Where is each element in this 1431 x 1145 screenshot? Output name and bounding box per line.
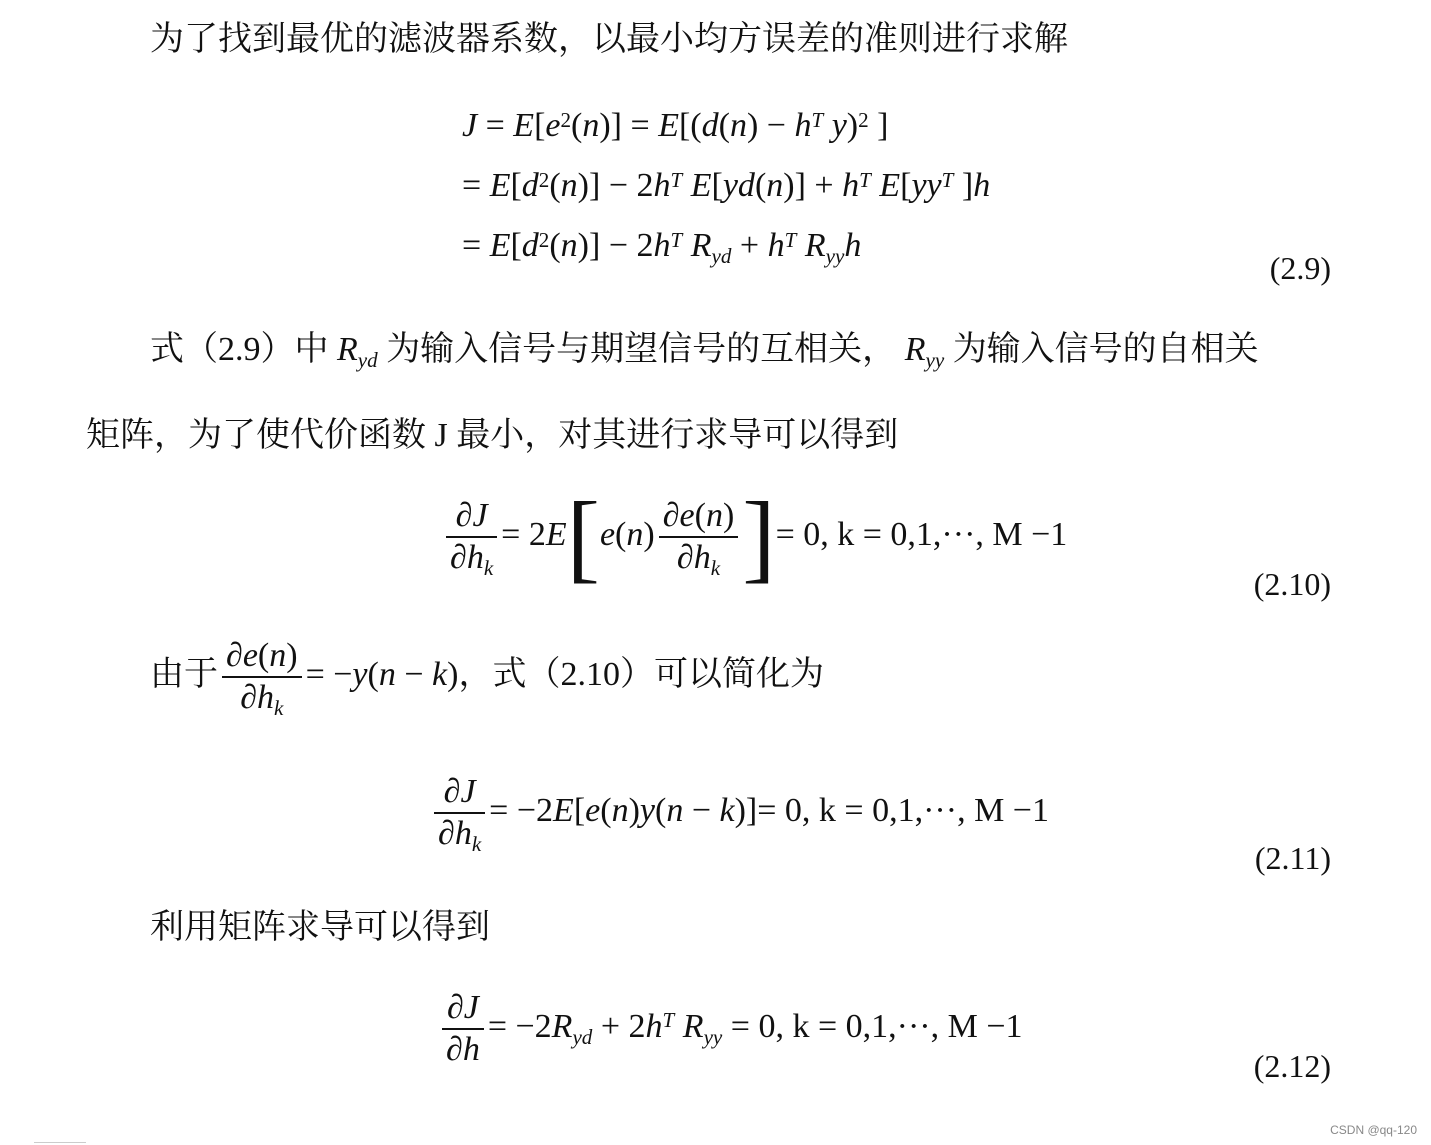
equation-2-11: $\frac{\partial J}{\partial h_k}$ = −2E[e(n)y(n − k)]= 0, k = 0,1,···, M −1 (430, 772, 1049, 854)
watermark: CSDN @qq-120 (1330, 1123, 1417, 1137)
paragraph-intro: 为了找到最优的滤波器系数，以最小均方误差的准则进行求解 (150, 21, 1068, 58)
paragraph-simplify: 由于 $\frac{\partial e(n)}{\partial h_k}$ = −y(n − k)，式（2.10）可以简化为 (150, 637, 824, 721)
eq211-rhs: = 0, k = 0,1,···, M −1 (757, 791, 1049, 829)
para3-text-a: 由于 (150, 655, 218, 693)
equation-2-9-line-1: $J = E[e^2(n)] = E[(d(n) - h^T$ y)$^2$ ] (462, 107, 889, 144)
para2-text-b: 为输入信号与期望信号的互相关， (386, 331, 897, 368)
equation-number-2-9: (2.9) (1269, 250, 1331, 286)
equation-2-9-line-2: = $E[d^2(n)] - 2h^T$ $E[yd(n)] + h^T$ $E[yy^T$ ]h (462, 167, 991, 204)
paragraph-correlation (150, 330, 1259, 373)
paragraph-correlation-cont: 矩阵，为了使代价函数 J 最小，对其进行求导可以得到 (86, 417, 899, 454)
equation-number-2-12: (2.12) (1253, 1048, 1331, 1084)
para2-text-a: 式（2.9）中 (150, 331, 329, 368)
para2-text-c: 为输入信号的自相关 (952, 331, 1259, 368)
r-yy-symbol: $R_{yy}$ (904, 331, 945, 373)
equation-2-9-line-3: = $E[d^2(n)] - 2h^T$ $R_{yd} + h^T$ $R_{yy}h$ (462, 227, 862, 269)
equation-2-12: $\frac{\partial J}{\partial h}$ = $-2R_{yd} + 2h^T$ $R_{yy} = 0$, k = 0,1,···, M −1 (438, 988, 1023, 1070)
equation-2-10: $\frac{\partial J}{\partial h_k}$ = 2E[e(n) $\frac{\partial e(n)}{\partial h_k}$ ]= 0, k = 0,1,···, M −1 (442, 492, 1067, 582)
eq210-rhs: = 0, k = 0,1,···, M −1 (775, 515, 1068, 553)
equation-number-2-10: (2.10) (1253, 566, 1331, 602)
r-yd-symbol: $R_{yd}$ (337, 331, 378, 373)
para3-text-b: ，式（2.10）可以简化为 (458, 655, 824, 693)
paragraph-matrix-derivative: 利用矩阵求导可以得到 (150, 909, 490, 946)
eq212-rhs: = 0, k = 0,1,···, M −1 (730, 1007, 1023, 1045)
page-edge-mark (34, 1142, 86, 1143)
equation-number-2-11: (2.11) (1254, 840, 1331, 876)
